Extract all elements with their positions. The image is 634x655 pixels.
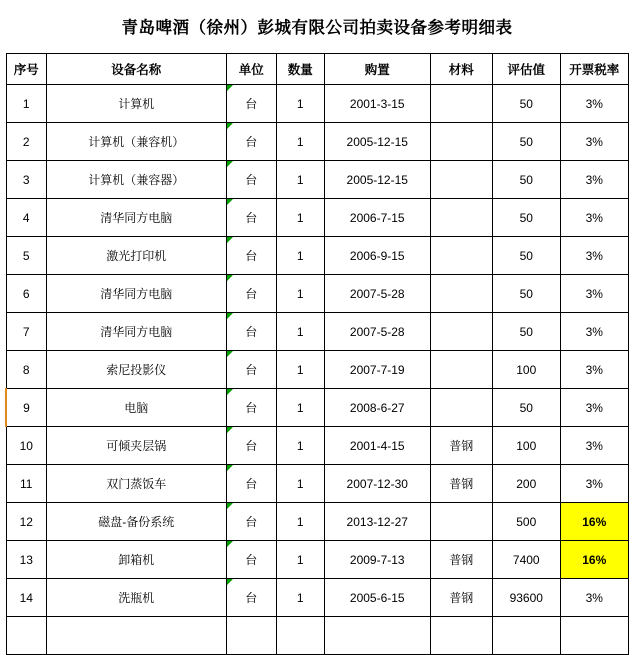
cell-unit[interactable]: 台 <box>226 503 276 541</box>
cell-purchase-date[interactable]: 2009-7-13 <box>324 541 430 579</box>
cell-index[interactable]: 12 <box>6 503 46 541</box>
cell-partial[interactable] <box>6 617 46 655</box>
cell-assessed-value[interactable]: 500 <box>492 503 560 541</box>
cell-index[interactable]: 5 <box>6 237 46 275</box>
cell-material[interactable] <box>430 503 492 541</box>
cell-equipment-name[interactable]: 磁盘-备份系统 <box>46 503 226 541</box>
cell-partial[interactable] <box>430 617 492 655</box>
table-row[interactable] <box>6 313 628 351</box>
column-header-unit: 单位 <box>226 54 276 85</box>
cell-material[interactable] <box>430 161 492 199</box>
cell-equipment-name[interactable]: 计算机 <box>46 85 226 123</box>
table-row[interactable] <box>6 389 628 427</box>
cell-assessed-value[interactable]: 50 <box>492 237 560 275</box>
column-header-tax: 开票税率 <box>560 54 628 85</box>
cell-assessed-value[interactable]: 93600 <box>492 579 560 617</box>
table-row[interactable] <box>6 541 628 579</box>
cell-assessed-value[interactable]: 100 <box>492 351 560 389</box>
table-row[interactable] <box>6 503 628 541</box>
cell-unit[interactable]: 台 <box>226 275 276 313</box>
cell-index[interactable]: 11 <box>6 465 46 503</box>
cell-unit[interactable]: 台 <box>226 351 276 389</box>
cell-index[interactable]: 2 <box>6 123 46 161</box>
table-row[interactable] <box>6 123 628 161</box>
cell-assessed-value[interactable]: 50 <box>492 199 560 237</box>
cell-assessed-value[interactable]: 50 <box>492 161 560 199</box>
cell-quantity[interactable]: 1 <box>276 351 324 389</box>
cell-tax-rate[interactable]: 16% <box>560 503 628 541</box>
cell-index[interactable]: 10 <box>6 427 46 465</box>
cell-purchase-date[interactable]: 2005-12-15 <box>324 161 430 199</box>
cell-equipment-name[interactable]: 双门蒸饭车 <box>46 465 226 503</box>
cell-unit[interactable]: 台 <box>226 161 276 199</box>
table-row[interactable] <box>6 427 628 465</box>
cell-equipment-name[interactable]: 清华同方电脑 <box>46 275 226 313</box>
cell-tax-rate[interactable]: 3% <box>560 465 628 503</box>
cell-comment-marker-icon <box>227 579 233 585</box>
cell-material[interactable] <box>430 275 492 313</box>
cell-partial[interactable] <box>226 617 276 655</box>
cell-equipment-name[interactable]: 卸箱机 <box>46 541 226 579</box>
cell-tax-rate[interactable]: 3% <box>560 237 628 275</box>
table-row[interactable] <box>6 465 628 503</box>
cell-comment-marker-icon <box>227 351 233 357</box>
cell-partial[interactable] <box>46 617 226 655</box>
cell-comment-marker-icon <box>227 85 233 91</box>
cell-tax-rate[interactable]: 3% <box>560 199 628 237</box>
cell-purchase-date[interactable]: 2005-6-15 <box>324 579 430 617</box>
table-header-row <box>6 54 628 85</box>
cell-index[interactable]: 13 <box>6 541 46 579</box>
cell-purchase-date[interactable]: 2007-12-30 <box>324 465 430 503</box>
cell-purchase-date[interactable]: 2006-7-15 <box>324 199 430 237</box>
cell-material[interactable] <box>430 389 492 427</box>
cell-index[interactable]: 1 <box>6 85 46 123</box>
cell-tax-rate[interactable]: 3% <box>560 313 628 351</box>
cell-purchase-date[interactable]: 2001-3-15 <box>324 85 430 123</box>
cell-equipment-name[interactable]: 索尼投影仪 <box>46 351 226 389</box>
table-row[interactable] <box>6 579 628 617</box>
cell-unit[interactable]: 台 <box>226 465 276 503</box>
cell-comment-marker-icon <box>227 313 233 319</box>
cell-quantity[interactable]: 1 <box>276 503 324 541</box>
cell-quantity[interactable]: 1 <box>276 237 324 275</box>
cell-assessed-value[interactable]: 50 <box>492 275 560 313</box>
cell-unit[interactable]: 台 <box>226 579 276 617</box>
cell-equipment-name[interactable]: 计算机（兼容机） <box>46 123 226 161</box>
cell-purchase-date[interactable]: 2007-5-28 <box>324 275 430 313</box>
cell-partial[interactable] <box>492 617 560 655</box>
cell-assessed-value[interactable]: 50 <box>492 389 560 427</box>
cell-material[interactable]: 普钢 <box>430 579 492 617</box>
cell-unit[interactable]: 台 <box>226 199 276 237</box>
cell-unit[interactable]: 台 <box>226 237 276 275</box>
cell-tax-rate[interactable]: 3% <box>560 123 628 161</box>
cell-material[interactable] <box>430 85 492 123</box>
cell-partial[interactable] <box>276 617 324 655</box>
cell-tax-rate[interactable]: 3% <box>560 275 628 313</box>
column-header-material: 材料 <box>430 54 492 85</box>
cell-tax-rate[interactable]: 3% <box>560 161 628 199</box>
cell-assessed-value[interactable]: 7400 <box>492 541 560 579</box>
table-row[interactable] <box>6 85 628 123</box>
cell-quantity[interactable]: 1 <box>276 579 324 617</box>
cell-quantity[interactable]: 1 <box>276 389 324 427</box>
cell-assessed-value[interactable]: 200 <box>492 465 560 503</box>
cell-assessed-value[interactable]: 100 <box>492 427 560 465</box>
cell-index[interactable]: 14 <box>6 579 46 617</box>
column-header-index: 序号 <box>6 54 46 85</box>
cell-tax-rate[interactable]: 3% <box>560 579 628 617</box>
cell-unit[interactable]: 台 <box>226 389 276 427</box>
cell-purchase-date[interactable]: 2007-7-19 <box>324 351 430 389</box>
table-body <box>6 85 628 655</box>
cell-equipment-name[interactable]: 计算机（兼容器） <box>46 161 226 199</box>
cell-tax-rate[interactable]: 3% <box>560 389 628 427</box>
cell-unit[interactable]: 台 <box>226 123 276 161</box>
cell-material[interactable] <box>430 199 492 237</box>
cell-tax-rate[interactable]: 3% <box>560 85 628 123</box>
cell-unit[interactable]: 台 <box>226 85 276 123</box>
cell-equipment-name[interactable]: 激光打印机 <box>46 237 226 275</box>
cell-equipment-name[interactable]: 电脑 <box>46 389 226 427</box>
cell-comment-marker-icon <box>227 541 233 547</box>
cell-purchase-date[interactable]: 2007-5-28 <box>324 313 430 351</box>
cell-comment-marker-icon <box>227 427 233 433</box>
cell-quantity[interactable]: 1 <box>276 541 324 579</box>
cell-purchase-date[interactable]: 2008-6-27 <box>324 389 430 427</box>
cell-assessed-value[interactable]: 50 <box>492 85 560 123</box>
cell-index[interactable]: 8 <box>6 351 46 389</box>
column-header-name: 设备名称 <box>46 54 226 85</box>
cell-assessed-value[interactable]: 50 <box>492 313 560 351</box>
cell-quantity[interactable]: 1 <box>276 199 324 237</box>
cell-equipment-name[interactable]: 可倾夹层锅 <box>46 427 226 465</box>
cell-comment-marker-icon <box>227 123 233 129</box>
column-header-purchase: 购置 <box>324 54 430 85</box>
cell-quantity[interactable]: 1 <box>276 465 324 503</box>
cell-comment-marker-icon <box>227 275 233 281</box>
cell-material[interactable]: 普钢 <box>430 541 492 579</box>
cell-unit[interactable]: 台 <box>226 541 276 579</box>
cell-equipment-name[interactable]: 洗瓶机 <box>46 579 226 617</box>
cell-quantity[interactable]: 1 <box>276 313 324 351</box>
cell-material[interactable] <box>430 237 492 275</box>
table-row-partial[interactable] <box>6 617 628 655</box>
cell-material[interactable] <box>430 313 492 351</box>
cell-equipment-name[interactable]: 清华同方电脑 <box>46 313 226 351</box>
cell-material[interactable]: 普钢 <box>430 465 492 503</box>
cell-comment-marker-icon <box>227 199 233 205</box>
table-row[interactable] <box>6 351 628 389</box>
cell-comment-marker-icon <box>227 465 233 471</box>
cell-material[interactable] <box>430 123 492 161</box>
cell-partial[interactable] <box>560 617 628 655</box>
cell-quantity[interactable]: 1 <box>276 85 324 123</box>
cell-quantity[interactable]: 1 <box>276 123 324 161</box>
column-header-qty: 数量 <box>276 54 324 85</box>
table-row[interactable] <box>6 237 628 275</box>
cell-partial[interactable] <box>324 617 430 655</box>
table-row[interactable] <box>6 275 628 313</box>
page-title: 青岛啤酒（徐州）彭城有限公司拍卖设备参考明细表 <box>121 19 513 37</box>
cell-quantity[interactable]: 1 <box>276 161 324 199</box>
cell-purchase-date[interactable]: 2001-4-15 <box>324 427 430 465</box>
cell-index[interactable]: 4 <box>6 199 46 237</box>
cell-purchase-date[interactable]: 2006-9-15 <box>324 237 430 275</box>
cell-assessed-value[interactable]: 50 <box>492 123 560 161</box>
cell-unit[interactable]: 台 <box>226 427 276 465</box>
cell-material[interactable]: 普钢 <box>430 427 492 465</box>
cell-purchase-date[interactable]: 2013-12-27 <box>324 503 430 541</box>
column-header-value: 评估值 <box>492 54 560 85</box>
cell-comment-marker-icon <box>227 389 233 395</box>
cell-purchase-date[interactable]: 2005-12-15 <box>324 123 430 161</box>
cell-tax-rate[interactable]: 16% <box>560 541 628 579</box>
table-row[interactable] <box>6 161 628 199</box>
cell-equipment-name[interactable]: 清华同方电脑 <box>46 199 226 237</box>
cell-unit[interactable]: 台 <box>226 313 276 351</box>
table-row[interactable] <box>6 199 628 237</box>
cell-tax-rate[interactable]: 3% <box>560 351 628 389</box>
cell-index[interactable]: 3 <box>6 161 46 199</box>
cell-comment-marker-icon <box>227 503 233 509</box>
cell-comment-marker-icon <box>227 161 233 167</box>
cell-quantity[interactable]: 1 <box>276 275 324 313</box>
equipment-table <box>5 53 629 655</box>
cell-index[interactable]: 9 <box>6 389 46 427</box>
cell-index[interactable]: 6 <box>6 275 46 313</box>
cell-quantity[interactable]: 1 <box>276 427 324 465</box>
cell-tax-rate[interactable]: 3% <box>560 427 628 465</box>
cell-material[interactable] <box>430 351 492 389</box>
cell-comment-marker-icon <box>227 237 233 243</box>
cell-index[interactable]: 7 <box>6 313 46 351</box>
